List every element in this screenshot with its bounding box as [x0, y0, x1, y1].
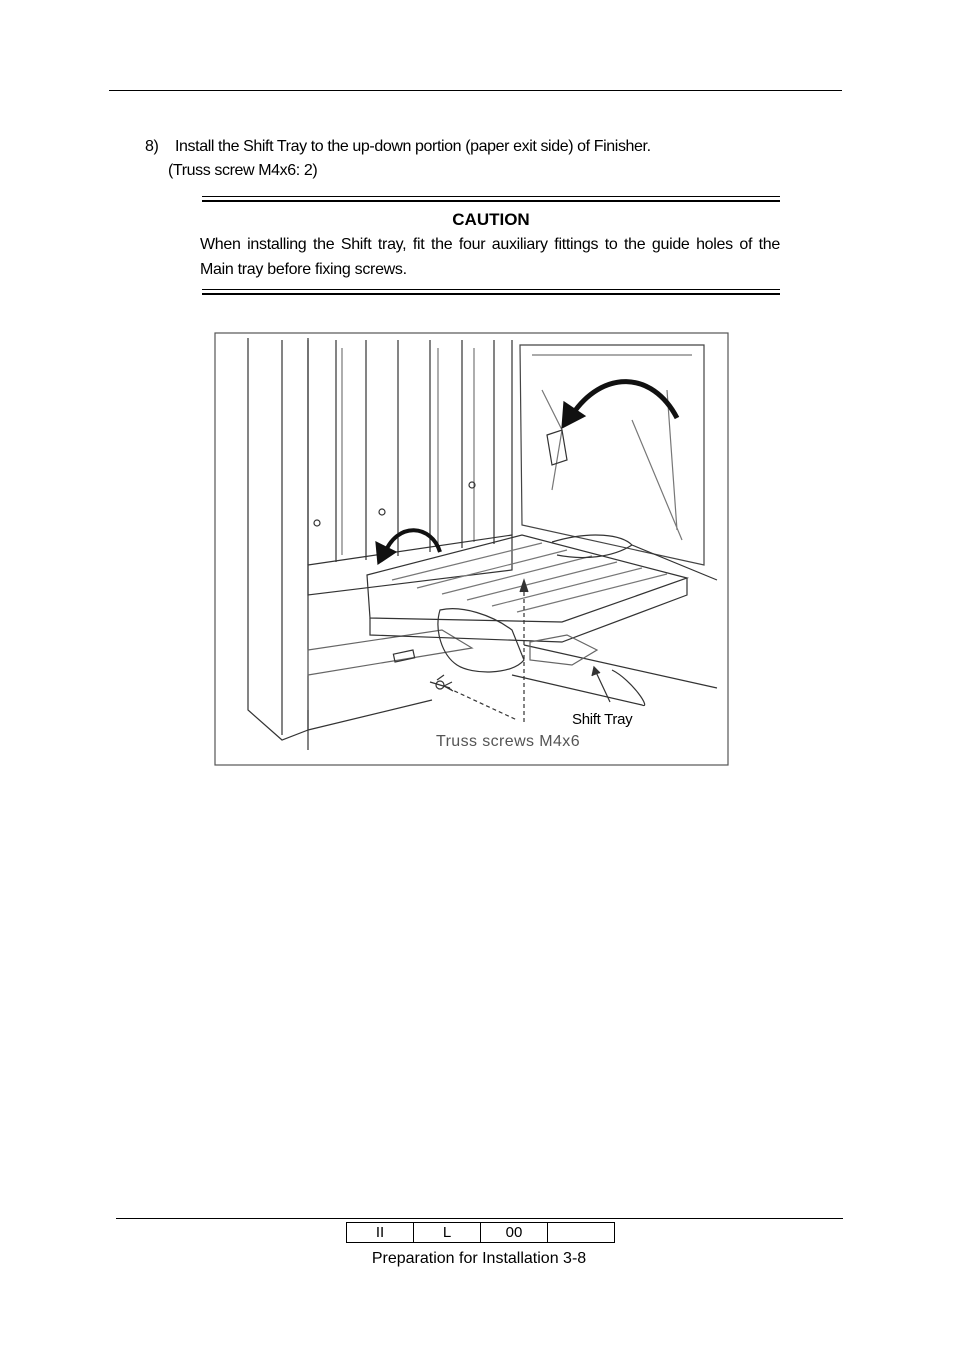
- revision-cell: [548, 1223, 615, 1243]
- truss-screws-label: Truss screws M4x6: [436, 733, 581, 750]
- footer-rule: [116, 1218, 843, 1219]
- caution-top-rule: [202, 196, 780, 202]
- header-rule: [109, 90, 842, 91]
- step-subtext: (Truss screw M4x6: 2): [168, 162, 318, 179]
- shift-tray-installation-figure: [212, 330, 730, 768]
- step-text: Install the Shift Tray to the up-down portion (paper exit side) of Finisher.: [175, 138, 651, 155]
- page-footer-title: Preparation for Installation 3-8: [371, 1250, 587, 1267]
- caution-bottom-rule: [202, 289, 780, 295]
- caution-body: When installing the Shift tray, fit the four auxiliary fittings to the guide holes of the Main tray before fixing screws.: [200, 236, 780, 278]
- step-number: 8): [145, 138, 159, 155]
- step-8: [145, 138, 651, 156]
- caution-title: CAUTION: [452, 210, 530, 229]
- revision-cell: L: [414, 1223, 481, 1243]
- revision-cell: 00: [481, 1223, 548, 1243]
- revision-table: [346, 1222, 615, 1243]
- shift-tray-label: Shift Tray: [572, 711, 633, 728]
- revision-cell: II: [347, 1223, 414, 1243]
